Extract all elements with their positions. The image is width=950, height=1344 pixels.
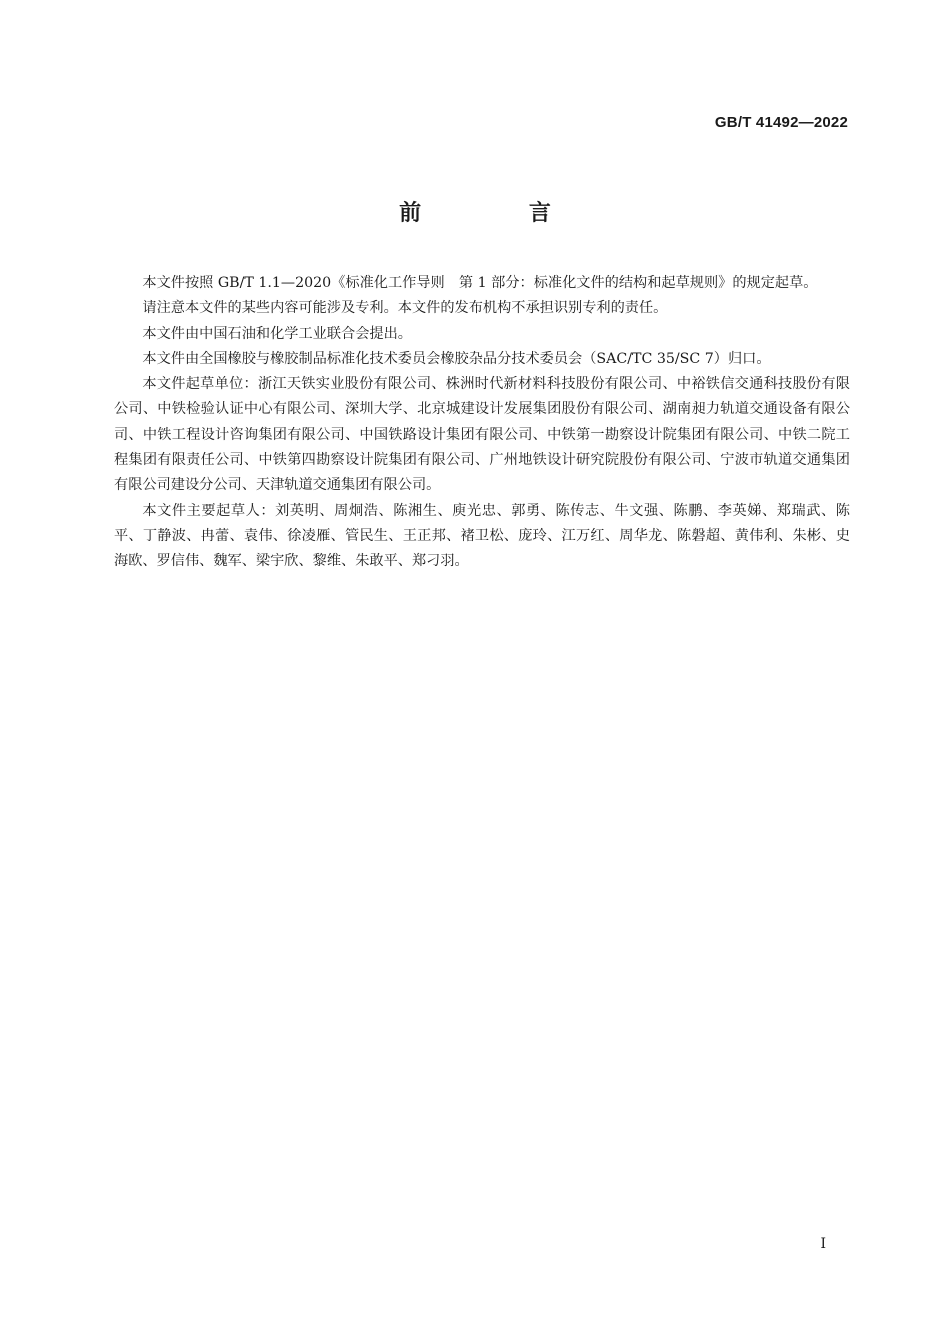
paragraph-patent-notice: 请注意本文件的某些内容可能涉及专利。本文件的发布机构不承担识别专利的责任。 (142, 300, 668, 317)
paragraph-proposer: 本文件由中国石油和化学工业联合会提出。 (142, 325, 412, 342)
paragraph-technical-committee: 本文件由全国橡胶与橡胶制品标准化技术委员会橡胶杂品分技术委员会（SAC/TC 35/SC 7）归口。 (142, 350, 771, 367)
paragraph-drafting-rules: 本文件按照 GB/T 1.1—2020《标准化工作导则 第 1 部分：标准化文件的结构和起草规则》的规定起草。 (142, 275, 818, 291)
page-number: I (820, 1236, 826, 1252)
standard-number: GB/T 41492—2022 (714, 114, 848, 131)
paragraph-drafting-units: 本文件起草单位：浙江天铁实业股份有限公司、株洲时代新材料科技股份有限公司、中裕铁信交通科技股份有限公司、中铁检验认证中心有限公司、深圳大学、北京城建设计发展集团股份有限公司、湖南昶力轨道交通设备有限公司、中铁工程设计咨询集团有限公司、中国铁路设计集团有限公司、中铁第一勘察设计院集团有限公司、中铁二院工程集团有限责任公司、中铁第四勘察设计院集团有限公司、广州地铁设计研究院股份有限公司、宁波市轨道交通集团有限公司建设分公司、天津轨道交通集团有限公司。 (114, 376, 850, 494)
page-title: 前 言 (399, 201, 601, 226)
paragraph-main-drafters: 本文件主要起草人：刘英明、周炯浩、陈湘生、庾光忠、郭勇、陈传志、牛文强、陈鹏、李英娣、郑瑞武、陈平、丁静波、冉蕾、袁伟、徐凌雁、管民生、王正邦、褚卫松、庞玲、江万红、周华龙、陈磐超、黄伟利、朱彬、史海欧、罗信伟、魏军、梁宇欣、黎维、朱敢平、郑刁羽。 (114, 502, 850, 570)
foreword-body (114, 271, 850, 575)
